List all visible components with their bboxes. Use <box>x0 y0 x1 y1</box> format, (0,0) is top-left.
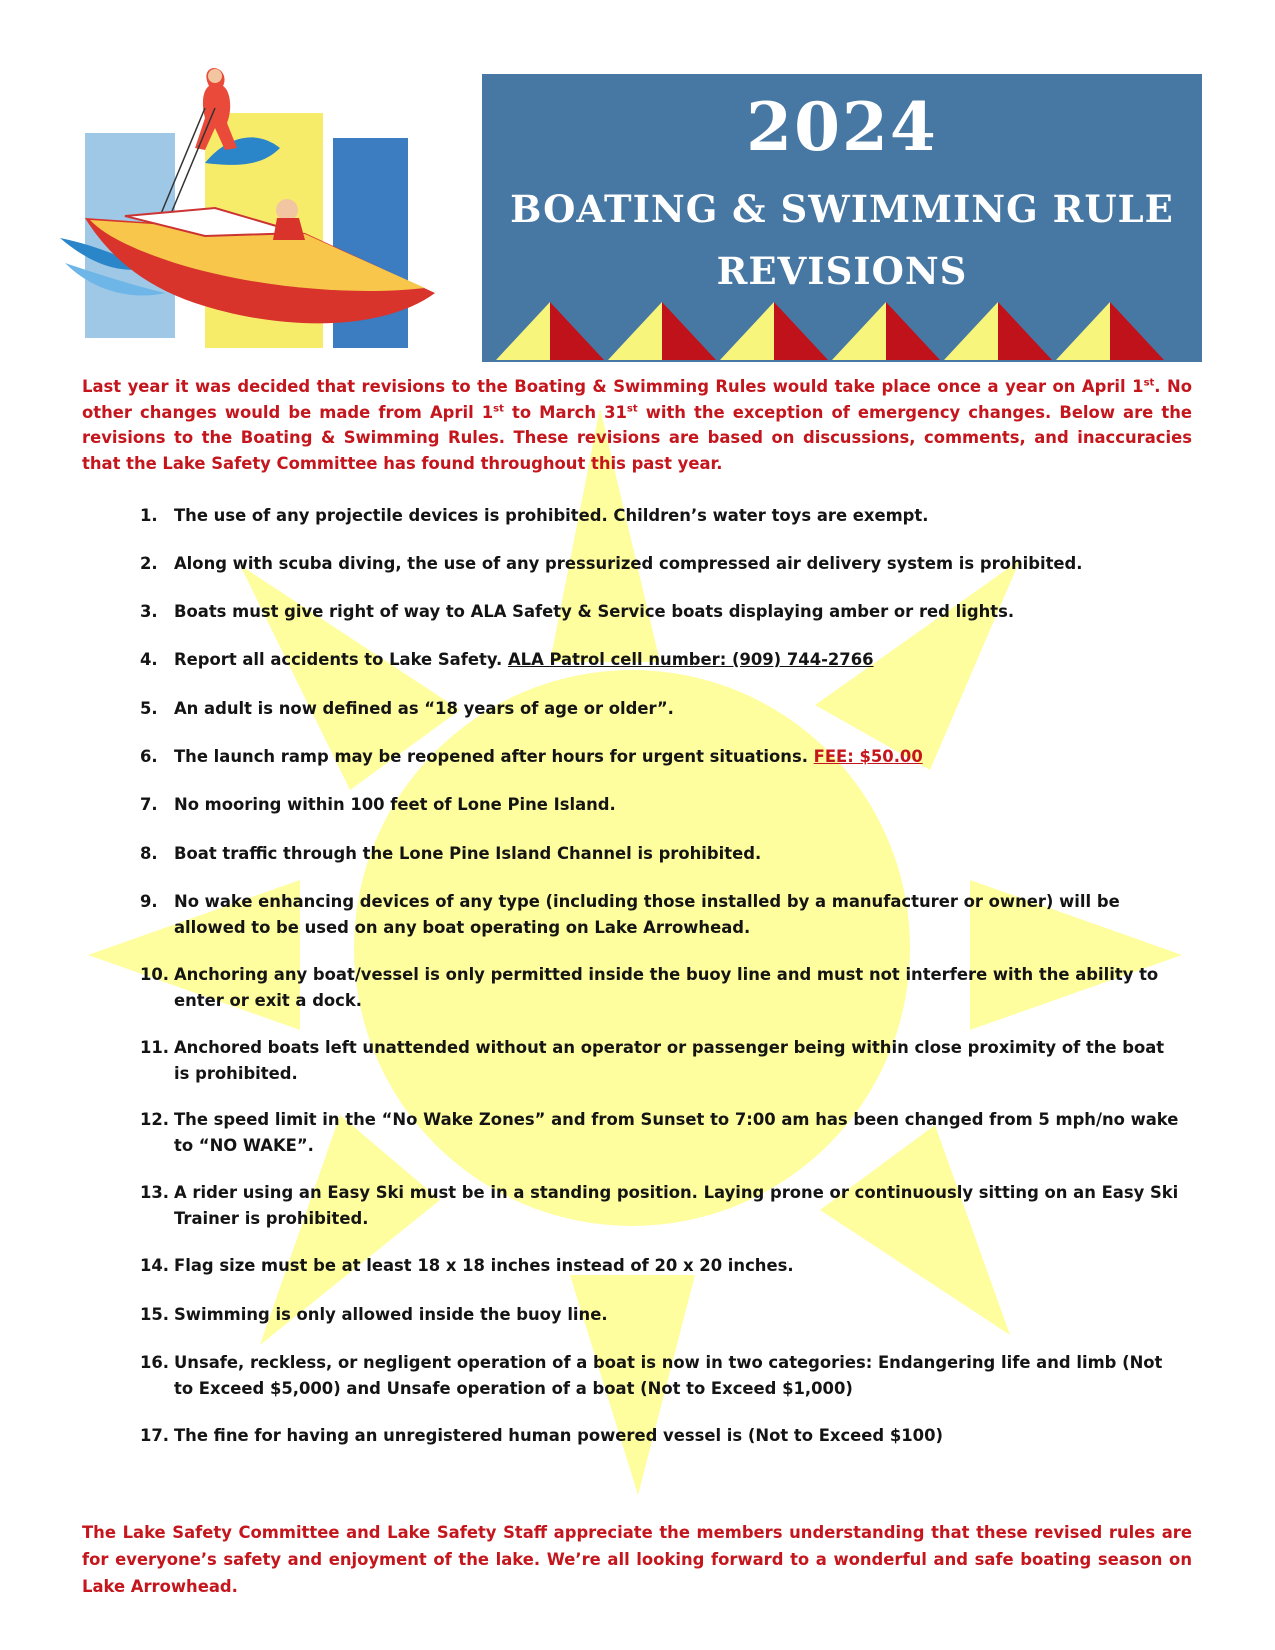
rule-number: 8. <box>140 844 158 863</box>
pennant-3 <box>720 302 828 360</box>
rule-item-5 <box>140 696 1185 722</box>
rule-text-main: The launch ramp may be reopened after hours for urgent situations. <box>174 747 814 766</box>
rule-item-4 <box>140 647 1185 673</box>
speedboat-waterskier-icon <box>55 68 440 353</box>
triangle-pennant-border <box>482 298 1202 362</box>
intro-paragraph <box>82 374 1192 476</box>
rule-text: The fine for having an unregistered human powered vessel is (Not to Exceed $100) <box>174 1426 943 1445</box>
rule-number: 13. <box>140 1183 170 1202</box>
rule-item-1 <box>140 503 1185 529</box>
rule-text: No mooring within 100 feet of Lone Pine Island. <box>174 795 616 814</box>
rule-item-12 <box>140 1107 1185 1158</box>
intro-sup-1: st <box>1143 377 1155 389</box>
rule-text: Swimming is only allowed inside the buoy line. <box>174 1305 608 1324</box>
rule-text: No wake enhancing devices of any type (including those installed by a manufacturer or owner) will be allowed to be used on any boat operating on Lake Arrowhead. <box>174 892 1120 937</box>
intro-text-4: with the exception of emergency changes. Below are the revisions to the Boating & Swimming Rules. These revisions are based on discussions, comments, and inaccuracies that the Lake Safety Committee has found throughout this past year. <box>82 402 1192 473</box>
rule-item-9 <box>140 889 1185 940</box>
rule-number: 14. <box>140 1256 170 1275</box>
rule-item-6 <box>140 744 1185 770</box>
rule-item-2 <box>140 551 1185 577</box>
pennant-5 <box>944 302 1052 360</box>
rule-text <box>140 647 1185 673</box>
title-banner <box>482 74 1202 362</box>
rule-item-17 <box>140 1423 1185 1449</box>
rule-text <box>140 744 1185 770</box>
intro-text-3: to March 31 <box>503 402 627 422</box>
rule-number: 1. <box>140 506 158 525</box>
intro-text-1: Last year it was decided that revisions to the Boating & Swimming Rules would take place once a year on April 1 <box>82 377 1144 396</box>
rule-text: Anchoring any boat/vessel is only permitted inside the buoy line and must not interfere with the ability to enter or exit a dock. <box>174 965 1159 1010</box>
launch-ramp-fee: FEE: $50.00 <box>813 747 923 766</box>
rule-text: Anchored boats left unattended without an operator or passenger being within close proximity of the boat is prohibited. <box>174 1038 1165 1083</box>
rule-number: 5. <box>140 699 158 718</box>
title-line-2: REVISIONS <box>716 249 968 293</box>
rule-number: 9. <box>140 892 158 911</box>
rule-item-7 <box>140 792 1185 818</box>
rule-item-16 <box>140 1350 1185 1401</box>
rule-text: Along with scuba diving, the use of any pressurized compressed air delivery system is prohibited. <box>174 554 1083 573</box>
rule-number: 3. <box>140 602 158 621</box>
rule-text: Unsafe, reckless, or negligent operation of a boat is now in two categories: Endangering life and limb (Not to Exceed $5,000) and Unsafe operation of a boat (Not to Exceed $1,000) <box>174 1353 1163 1398</box>
rule-item-11 <box>140 1035 1185 1086</box>
rule-item-8 <box>140 841 1185 867</box>
rule-text: The speed limit in the “No Wake Zones” and from Sunset to 7:00 am has been changed from 5 mph/no wake to “NO WAKE”. <box>174 1110 1179 1155</box>
rule-number: 15. <box>140 1305 170 1324</box>
pennant-6 <box>1056 302 1164 360</box>
closing-paragraph: The Lake Safety Committee and Lake Safety Staff appreciate the members understanding that these revised rules are for everyone’s safety and enjoyment of the lake. We’re all looking forward to a wonderful and safe boating season on Lake Arrowhead. <box>82 1523 1192 1596</box>
rule-number: 6. <box>140 747 158 766</box>
pennant-4 <box>832 302 940 360</box>
rule-number: 2. <box>140 554 158 573</box>
rule-text: A rider using an Easy Ski must be in a standing position. Laying prone or continuously sitting on an Easy Ski Trainer is prohibited. <box>174 1183 1179 1228</box>
page-title <box>482 178 1202 302</box>
rule-item-10 <box>140 962 1185 1013</box>
rule-text: Boat traffic through the Lone Pine Island Channel is prohibited. <box>174 844 762 863</box>
pennant-2 <box>608 302 716 360</box>
rule-number: 10. <box>140 965 170 984</box>
title-line-1: BOATING & SWIMMING RULE <box>510 187 1174 231</box>
rule-text: Flag size must be at least 18 x 18 inches instead of 20 x 20 inches. <box>174 1256 794 1275</box>
rule-text: An adult is now defined as “18 years of age or older”. <box>174 699 674 718</box>
rule-text: The use of any projectile devices is prohibited. Children’s water toys are exempt. <box>174 506 929 525</box>
rule-item-13 <box>140 1180 1185 1231</box>
rule-number: 16. <box>140 1353 170 1372</box>
rule-number: 12. <box>140 1110 170 1129</box>
rule-item-15 <box>140 1302 1185 1328</box>
rule-number: 11. <box>140 1038 170 1057</box>
rule-number: 7. <box>140 795 158 814</box>
patrol-phone-number: ALA Patrol cell number: (909) 744-2766 <box>507 650 874 669</box>
rule-item-3 <box>140 599 1185 625</box>
intro-text-2: . No other changes would be made from April 1 <box>82 377 1192 422</box>
rule-text: Boats must give right of way to ALA Safety & Service boats displaying amber or red lights. <box>174 602 1015 621</box>
year-title: 2024 <box>746 88 938 166</box>
rule-item-14 <box>140 1253 1185 1279</box>
rule-number: 17. <box>140 1426 170 1445</box>
intro-sup-2: st <box>493 403 504 415</box>
pennant-1 <box>496 302 604 360</box>
rule-text-main: Report all accidents to Lake Safety. <box>174 650 508 669</box>
intro-sup-3: st <box>626 403 638 415</box>
rule-number: 4. <box>140 650 158 669</box>
